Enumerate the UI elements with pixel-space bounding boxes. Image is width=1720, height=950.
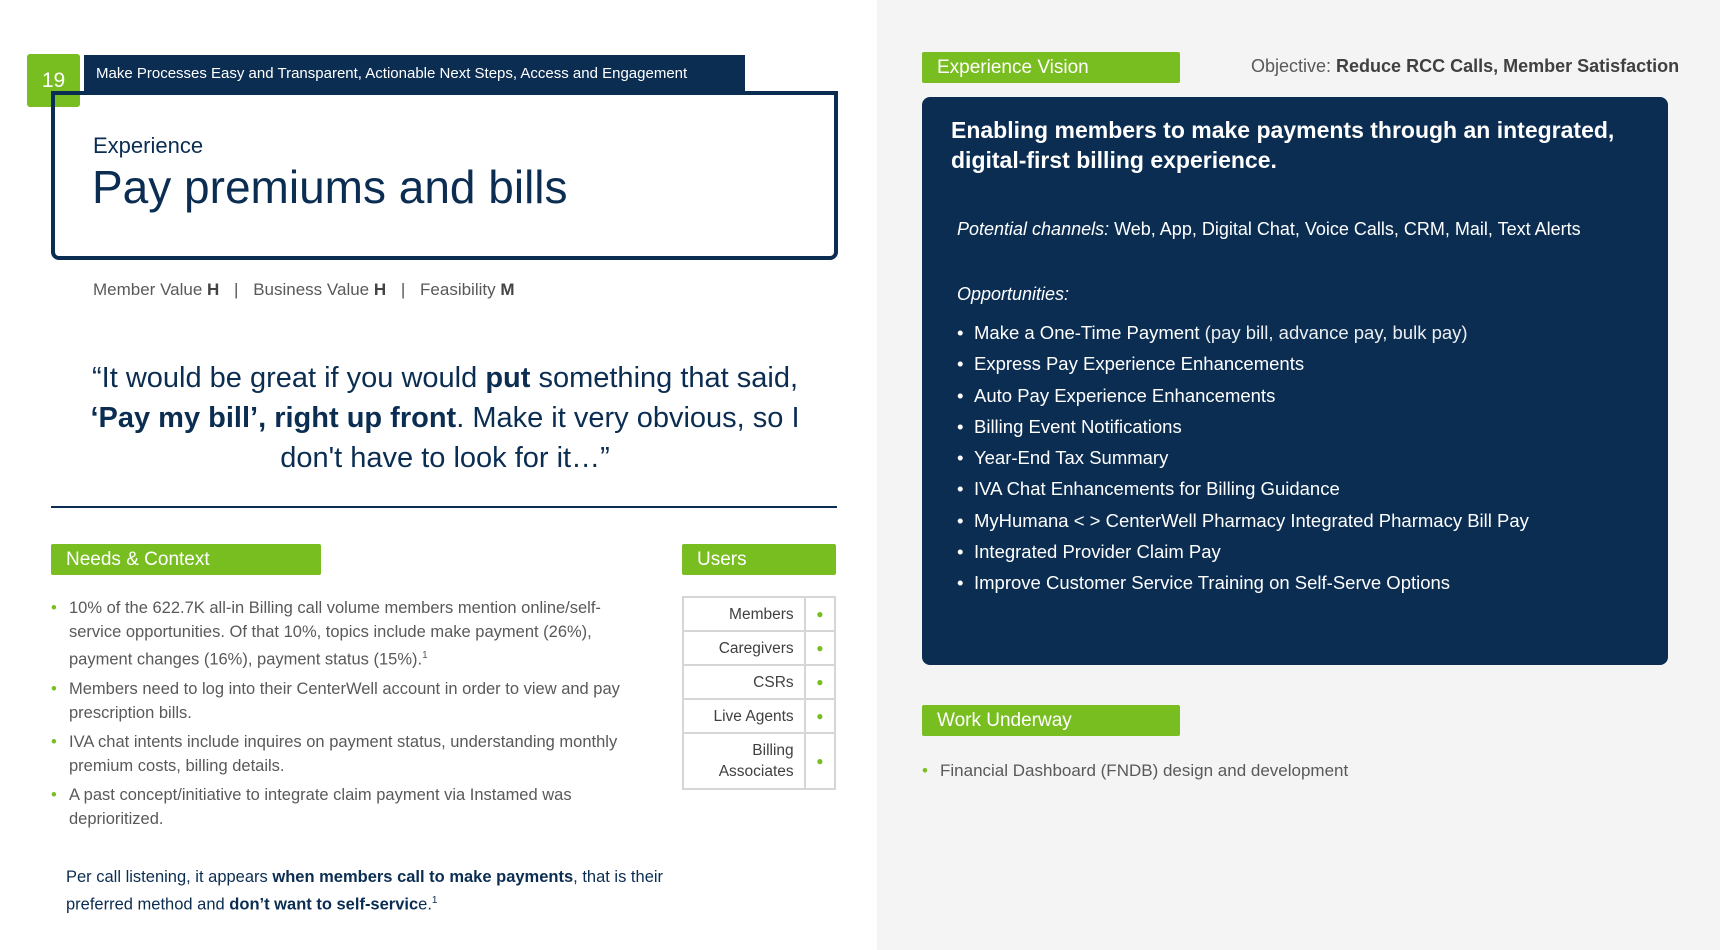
work-list (922, 761, 1348, 781)
value-ratings (93, 280, 515, 300)
experience-label: Experience (93, 133, 204, 158)
check-dot-icon: ● (805, 733, 835, 789)
theme-banner: Make Processes Easy and Transparent, Actionable Next Steps, Access and Engagement (84, 55, 745, 91)
table-row: Billing Associates ● (683, 733, 835, 789)
check-dot-icon: ● (805, 699, 835, 733)
divider (51, 506, 837, 508)
call-listening-note: Per call listening, it appears when members call to make payments, that is their preferred method and don’t want to self-service.$^1$ (66, 868, 664, 914)
objective: Objective: Reduce RCC Calls, Member Satisfaction (1251, 56, 1680, 76)
work-underway-label: Work Underway (922, 705, 1180, 736)
separator: | (400, 280, 406, 299)
opportunities-list (957, 317, 1529, 599)
needs-list (51, 596, 641, 836)
list-item: • Auto Pay Experience Enhancements (957, 380, 1529, 411)
list-item: • Members need to log into their CenterWell account in order to view and pay prescription bills. (51, 677, 641, 725)
separator: | (234, 280, 239, 299)
table-row: Caregivers ● (683, 631, 835, 665)
table-row: CSRs ● (683, 665, 835, 699)
list-item: • IVA chat intents include inquires on payment status, understanding monthly premium costs, billing details. (51, 730, 641, 778)
feasibility-value: M (500, 280, 515, 299)
list-item: • Make a One-Time Payment (pay bill, advance pay, bulk pay) (957, 317, 1529, 348)
table-row: Live Agents ● (683, 699, 835, 733)
check-dot-icon: ● (805, 631, 835, 665)
business-value: H (373, 280, 387, 299)
slide-number-badge: 19 (27, 54, 80, 107)
vision-panel (922, 97, 1668, 665)
list-item: • Express Pay Experience Enhancements (957, 348, 1529, 379)
list-item: • Financial Dashboard (FNDB) design and development (922, 761, 1348, 781)
page-title: Pay premiums and bills (92, 161, 568, 213)
business-value-label: Business Value (253, 280, 370, 299)
experience-vision-label: Experience Vision (922, 52, 1180, 83)
list-item: • A past concept/initiative to integrate claim payment via Instamed was deprioritized. (51, 783, 641, 831)
potential-channels: Potential channels: Web, App, Digital Chat, Voice Calls, CRM, Mail, Text Alerts (957, 219, 1581, 239)
table-row: Members ● (683, 597, 835, 631)
users-label: Users (682, 544, 836, 575)
list-item: • Year-End Tax Summary (957, 442, 1529, 473)
check-dot-icon: ● (805, 597, 835, 631)
needs-context-label: Needs & Context (51, 544, 321, 575)
list-item: • 10% of the 622.7K all-in Billing call volume members mention online/self-service opportunities. Of that 10%, topics include make payment (26%), payment changes (16%), payment status (15%).$^1$ (51, 596, 641, 672)
member-quote: “It would be great if you would put something that said, ‘Pay my bill’, right up front. Make it very obvious, so I don't have to look for it…” (90, 362, 800, 474)
list-item: • Billing Event Notifications (957, 411, 1529, 442)
opportunities-label: Opportunities: (957, 284, 1070, 304)
list-item: • IVA Chat Enhancements for Billing Guidance (957, 473, 1529, 504)
list-item: • Integrated Provider Claim Pay (957, 536, 1529, 567)
list-item: • Improve Customer Service Training on Self-Serve Options (957, 567, 1529, 598)
feasibility-label: Feasibility (420, 280, 496, 299)
vision-headline: Enabling members to make payments through an integrated, digital-first billing experience. (951, 117, 1615, 173)
list-item: • MyHumana < > CenterWell Pharmacy Integrated Pharmacy Bill Pay (957, 505, 1529, 536)
check-dot-icon: ● (805, 665, 835, 699)
member-value: H (207, 280, 220, 299)
users-table (682, 596, 836, 790)
member-value-label: Member Value (93, 280, 203, 299)
